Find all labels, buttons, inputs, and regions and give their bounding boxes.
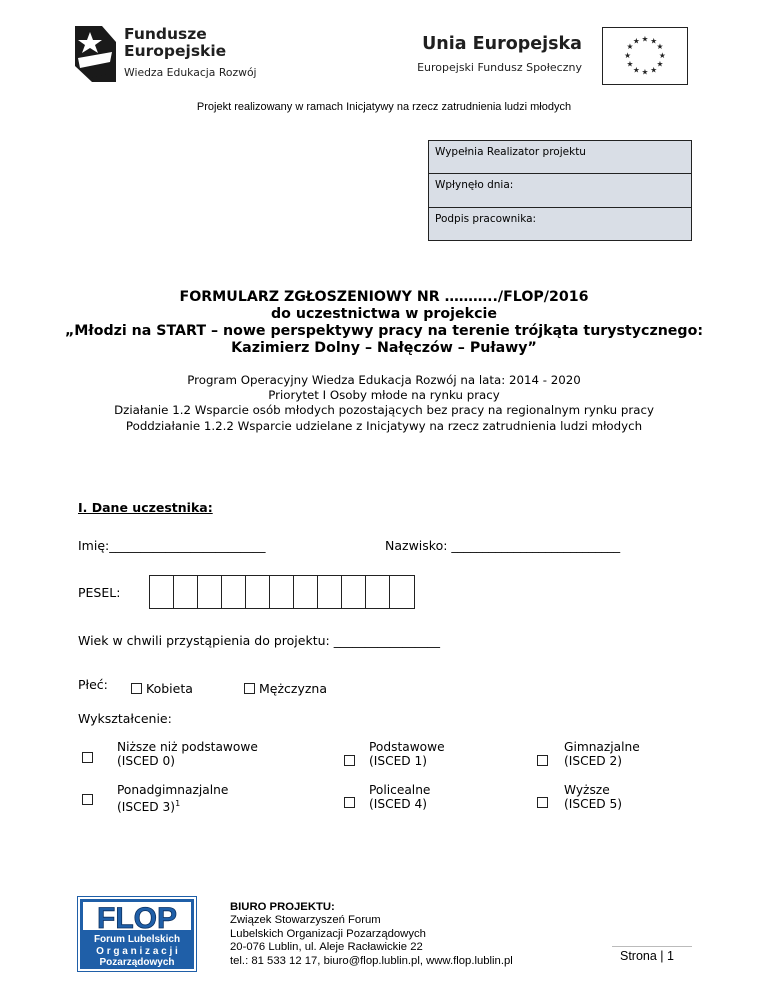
edu-isced0-checkbox[interactable] — [82, 752, 93, 763]
eu-text-block — [417, 33, 582, 74]
eu-title: Unia Europejska — [422, 34, 582, 54]
footnote-marker: 1 — [175, 799, 181, 808]
svg-text:★: ★ — [658, 50, 666, 60]
page-number-rule — [612, 946, 692, 947]
pesel-digit-cell[interactable] — [174, 576, 198, 608]
edu-isced4-line1: Policealne — [369, 783, 431, 797]
svg-text:★: ★ — [650, 65, 658, 75]
education-label: Wykształcenie: — [78, 711, 172, 726]
edu-isced3-checkbox[interactable] — [82, 794, 93, 805]
age-field[interactable]: Wiek w chwili przystąpienia do projektu: _________________ — [78, 633, 440, 648]
flop-logo-line3: Pozarządowych — [99, 957, 175, 968]
male-label: Mężczyzna — [259, 681, 328, 696]
svg-text:★: ★ — [624, 50, 632, 60]
section-title: I. Dane uczestnika: — [78, 500, 213, 515]
pesel-digit-cell[interactable] — [150, 576, 174, 608]
realizator-row-date[interactable]: Wpłynęło dnia: — [429, 174, 691, 207]
edu-isced4-label — [369, 783, 430, 811]
pesel-digit-cell[interactable] — [366, 576, 390, 608]
fe-logo-line1: Fundusze — [124, 25, 207, 43]
female-label: Kobieta — [146, 681, 193, 696]
biuro-line1: Związek Stowarzyszeń Forum — [230, 914, 381, 927]
svg-text:★: ★ — [632, 36, 640, 46]
biuro-line2: Lubelskich Organizacji Pozarządowych — [230, 927, 426, 940]
svg-text:★: ★ — [641, 67, 649, 77]
form-title-line2: do uczestnictwa w projekcie — [271, 306, 497, 322]
pesel-digit-cell[interactable] — [390, 576, 414, 608]
edu-isced2-line1: Gimnazjalne — [564, 740, 640, 754]
pesel-digit-cell[interactable] — [294, 576, 318, 608]
eu-subtitle: Europejski Fundusz Społeczny — [417, 61, 582, 74]
biuro-line4: tel.: 81 533 12 17, biuro@flop.lublin.pl, www.flop.lublin.pl — [230, 954, 513, 967]
edu-isced2-line2: (ISCED 2) — [564, 754, 623, 768]
edu-isced4-line2: (ISCED 4) — [369, 797, 428, 811]
svg-text:★: ★ — [656, 42, 664, 52]
pesel-digit-cell[interactable] — [342, 576, 366, 608]
flop-logo-line1: Forum Lubelskich — [93, 934, 181, 945]
svg-text:★: ★ — [656, 59, 664, 69]
page-number: Strona | 1 — [620, 949, 674, 963]
pesel-input[interactable] — [149, 575, 415, 609]
edu-isced3-label — [117, 783, 228, 814]
fe-logo-title — [124, 26, 226, 60]
project-office-info — [230, 901, 513, 968]
pesel-digit-cell[interactable] — [246, 576, 270, 608]
flop-logo — [77, 896, 197, 972]
svg-text:★: ★ — [626, 42, 634, 52]
fe-logo-line2: Europejskie — [124, 42, 227, 60]
edu-isced5-label — [564, 783, 622, 811]
eu-flag-icon — [602, 27, 688, 85]
realizator-row-signature[interactable]: Podpis pracownika: — [435, 212, 537, 225]
form-title — [0, 289, 768, 357]
edu-isced0-label — [117, 740, 258, 768]
last-name-field[interactable]: Nazwisko: ___________________________ — [385, 538, 621, 553]
pesel-label: PESEL: — [78, 585, 121, 600]
first-name-field[interactable]: Imię:_________________________ — [78, 538, 266, 553]
edu-isced1-line2: (ISCED 1) — [369, 754, 428, 768]
edu-isced1-line1: Podstawowe — [369, 740, 445, 754]
edu-isced5-checkbox[interactable] — [537, 797, 548, 808]
flop-logo-big: FLOP — [97, 902, 177, 935]
edu-isced3-code: (ISCED 3) — [117, 800, 176, 815]
pesel-digit-cell[interactable] — [270, 576, 294, 608]
male-checkbox[interactable] — [244, 683, 255, 694]
svg-text:★: ★ — [641, 34, 649, 44]
edu-isced1-checkbox[interactable] — [344, 755, 355, 766]
female-checkbox[interactable] — [131, 683, 142, 694]
edu-isced5-line2: (ISCED 5) — [564, 797, 623, 811]
gender-male-option[interactable] — [244, 681, 327, 696]
edu-isced0-line1: Niższe niż podstawowe — [117, 740, 258, 754]
initiative-text: Projekt realizowany w ramach Inicjatywy na rzecz zatrudnienia ludzi młodych — [196, 101, 572, 113]
biuro-title: BIURO PROJEKTU: — [230, 901, 335, 913]
fe-star-mark-icon — [72, 22, 118, 84]
svg-text:★: ★ — [626, 59, 634, 69]
edu-isced4-checkbox[interactable] — [344, 797, 355, 808]
edu-isced3-line1: Ponadgimnazjalne — [117, 783, 229, 797]
pesel-digit-cell[interactable] — [318, 576, 342, 608]
edu-isced0-line2: (ISCED 0) — [117, 754, 176, 768]
edu-isced2-checkbox[interactable] — [537, 755, 548, 766]
form-title-line3: „Młodzi na START – nowe perspektywy pracy na terenie trójkąta turystycznego: — [64, 323, 703, 339]
form-title-line1: FORMULARZ ZGŁOSZENIOWY NR ………../FLOP/2016 — [179, 289, 589, 305]
pesel-digit-cell[interactable] — [198, 576, 222, 608]
edu-isced1-label — [369, 740, 445, 768]
biuro-line3: 20-076 Lublin, ul. Aleje Racławickie 22 — [230, 941, 423, 954]
fe-logo-subtitle: Wiedza Edukacja Rozwój — [124, 66, 257, 79]
flop-logo-line2: O r g a n i z a c j i — [96, 946, 178, 957]
program-line3: Działanie 1.2 Wsparcie osób młodych pozostających bez pracy na regionalnym rynku pracy — [114, 403, 654, 418]
realizator-row-header: Wypełnia Realizator projektu — [429, 141, 691, 174]
svg-text:★: ★ — [650, 36, 658, 46]
realizator-box — [428, 140, 692, 241]
program-line4: Poddziałanie 1.2.2 Wsparcie udzielane z Inicjatywy na rzecz zatrudnienia ludzi młodych — [125, 418, 643, 433]
gender-female-option[interactable] — [131, 681, 193, 696]
edu-isced2-label — [564, 740, 640, 768]
program-line2: Priorytet I Osoby młode na rynku pracy — [268, 388, 500, 403]
program-line1: Program Operacyjny Wiedza Edukacja Rozwój na lata: 2014 - 2020 — [187, 373, 581, 387]
edu-isced5-line1: Wyższe — [564, 783, 610, 797]
gender-label: Płeć: — [78, 677, 108, 692]
form-title-line4: Kazimierz Dolny – Nałęczów – Puławy” — [231, 340, 537, 356]
program-info — [0, 373, 768, 434]
edu-isced3-line2 — [117, 797, 228, 814]
pesel-digit-cell[interactable] — [222, 576, 246, 608]
fundusze-europejskie-logo — [72, 22, 272, 84]
svg-text:★: ★ — [632, 65, 640, 75]
